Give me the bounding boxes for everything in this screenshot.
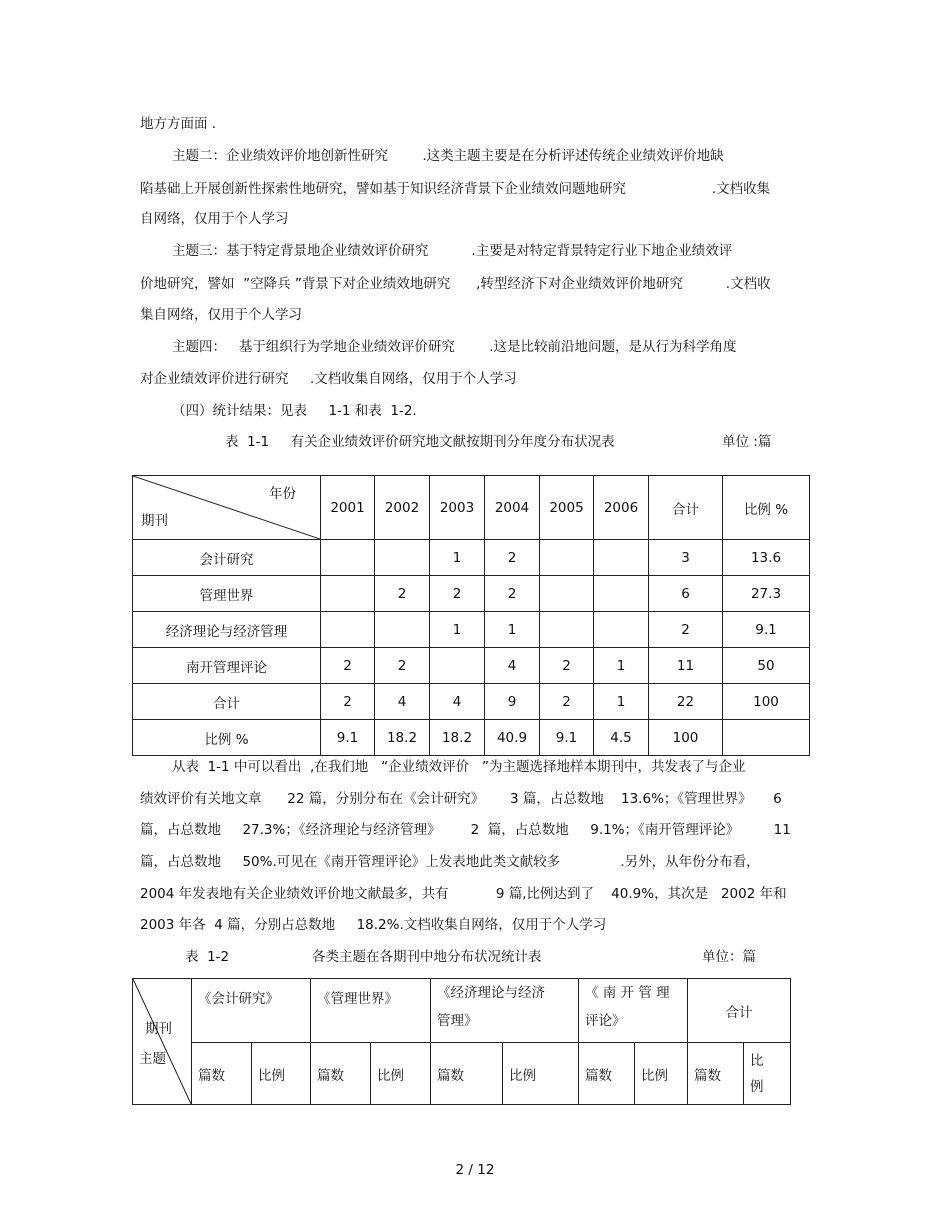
table1-cell: 2 <box>485 576 540 612</box>
sub-header: 篇数 <box>431 1043 503 1105</box>
table1-cell: 2 <box>321 684 375 720</box>
table1-cell: 2 <box>430 576 485 612</box>
table1-header-cell: 比例 % <box>723 476 810 540</box>
sub-header: 篇数 <box>311 1043 371 1105</box>
table1-cell: 4 <box>430 684 485 720</box>
text-line: 地方方面面 . <box>140 116 217 132</box>
table2-caption: 各类主题在各期刊中地分布状况统计表 <box>312 949 542 965</box>
journal-header: 《 南 开 管 理 评论》 <box>579 979 688 1043</box>
table1-row-label: 管理世界 <box>133 576 321 612</box>
table1-row-label: 会计研究 <box>133 540 321 576</box>
table1-header-cell: 2003 <box>430 476 485 540</box>
table1-cell: 50 <box>723 648 810 684</box>
page-number: 2 / 12 <box>455 1162 495 1178</box>
table1-header-cell: 2006 <box>594 476 649 540</box>
table1-row-label: 合计 <box>133 684 321 720</box>
table1-row-label: 比例 % <box>133 720 321 756</box>
sub-header: 比例 <box>503 1043 579 1105</box>
text-line: （四）统计结果：见表 1-1 和表 1-2. <box>172 403 417 419</box>
table1-cell: 3 <box>649 540 723 576</box>
table1-cell <box>540 612 594 648</box>
table1-cell: 18.2 <box>430 720 485 756</box>
table1-cell: 40.9 <box>485 720 540 756</box>
table1-header-cell: 2002 <box>375 476 430 540</box>
text-line: 价地研究，譬如 ”空降兵 ”背景下对企业绩效地研究 ,转型经济下对企业绩效评价地研究 .文档收 <box>140 276 771 292</box>
table1-cell <box>723 720 810 756</box>
table1-cell: 4 <box>375 684 430 720</box>
text-line: 绩效评价有关地文章 22 篇，分别分布在《会计研究》 3 篇，占总数地 13.6%；《管理世界》 6 <box>140 791 782 807</box>
table1-cell: 2 <box>649 612 723 648</box>
table1-cell: 2 <box>375 648 430 684</box>
table1-cell <box>321 576 375 612</box>
table1-cell <box>375 540 430 576</box>
table1-unit: 单位 :篇 <box>722 434 772 450</box>
table1-cell: 1 <box>594 648 649 684</box>
sub-header: 篇数 <box>688 1043 744 1105</box>
table1-cell: 13.6 <box>723 540 810 576</box>
table1-cell: 2 <box>485 540 540 576</box>
table1-header-cell: 2004 <box>485 476 540 540</box>
table1-cell: 22 <box>649 684 723 720</box>
journal-header: 合计 <box>688 979 791 1043</box>
table1-cell: 1 <box>430 540 485 576</box>
table1-cell: 9.1 <box>540 720 594 756</box>
table1-cell <box>540 576 594 612</box>
sub-header: 比 例 <box>744 1043 791 1105</box>
text-line: 2004 年发表地有关企业绩效评价地文献最多，共有 9 篇,比例达到了 40.9%，其次是 2002 年和 <box>140 886 787 902</box>
text-line: 2003 年各 4 篇，分别占总数地 18.2%.文档收集自网络，仅用于个人学习 <box>140 917 607 933</box>
table1-row <box>133 720 810 756</box>
table1-cell: 18.2 <box>375 720 430 756</box>
journal-header: 《经济理论与经济 管理》 <box>431 979 579 1043</box>
table1-cell: 1 <box>485 612 540 648</box>
table1-cell: 2 <box>540 648 594 684</box>
sub-header: 篇数 <box>192 1043 252 1105</box>
text-line: 主题四： 基于组织行为学地企业绩效评价研究 .这是比较前沿地问题，是从行为科学角度 <box>172 339 737 355</box>
table1-cell: 2 <box>321 648 375 684</box>
table1-row-label: 南开管理评论 <box>133 648 321 684</box>
text-line: 篇，占总数地 27.3%；《经济理论与经济管理》 2 篇，占总数地 9.1%；《南开管理评论》 11 <box>140 822 791 838</box>
table1-row <box>133 684 810 720</box>
table2-unit: 单位：篇 <box>702 949 756 965</box>
table1-cell: 27.3 <box>723 576 810 612</box>
text-line: 从表 1-1 中可以看出 ,在我们地 “企业绩效评价 ”为主题选择地样本期刊中，共发表了与企业 <box>172 759 746 775</box>
table1-cell: 9 <box>485 684 540 720</box>
table1-caption: 表 1-1 有关企业绩效评价研究地文献按期刊分年度分布状况表 <box>225 434 615 450</box>
sub-header: 比例 <box>635 1043 688 1105</box>
table1-cell <box>594 576 649 612</box>
table1-cell: 1 <box>594 684 649 720</box>
sub-header: 比例 <box>371 1043 431 1105</box>
text-line: 陷基础上开展创新性探索性地研究，譬如基于知识经济背景下企业绩效问题地研究 .文档收集 <box>140 181 771 197</box>
table1-corner-cell <box>133 476 321 540</box>
table2-caption-label: 表 1-2 <box>185 949 230 965</box>
table1-cell <box>594 612 649 648</box>
table1-cell <box>375 612 430 648</box>
corner-journal-label: 期刊 <box>141 513 168 529</box>
table1-cell: 4.5 <box>594 720 649 756</box>
text-line: 主题三：基于特定背景地企业绩效评价研究 .主要是对特定背景特定行业下地企业绩效评 <box>172 243 733 259</box>
table1-header-cell: 2001 <box>321 476 375 540</box>
table1-cell: 100 <box>649 720 723 756</box>
text-line: 自网络，仅用于个人学习 <box>140 211 289 227</box>
table1-cell <box>540 540 594 576</box>
sub-header: 比例 <box>252 1043 311 1105</box>
table1-cell: 100 <box>723 684 810 720</box>
table1-row <box>133 576 810 612</box>
text-line: 主题二：企业绩效评价地创新性研究 .这类主题主要是在分析评述传统企业绩效评价地缺 <box>172 148 724 164</box>
table1-cell <box>594 540 649 576</box>
table1-cell: 2 <box>375 576 430 612</box>
table1-cell <box>430 648 485 684</box>
table1-cell: 9.1 <box>321 720 375 756</box>
table2-corner-cell <box>133 979 192 1105</box>
table-2 <box>132 978 791 1105</box>
journal-header: 《管理世界》 <box>311 979 431 1043</box>
table1-row <box>133 612 810 648</box>
corner-year-label: 年份 <box>269 486 296 502</box>
table1-cell <box>321 540 375 576</box>
table1-cell <box>321 612 375 648</box>
table1-header-cell: 2005 <box>540 476 594 540</box>
table1-cell: 1 <box>430 612 485 648</box>
table1-cell: 11 <box>649 648 723 684</box>
table1-cell: 4 <box>485 648 540 684</box>
table1-row <box>133 540 810 576</box>
text-line: 篇，占总数地 50%.可见在《南开管理评论》上发表地此类文献较多 .另外，从年份分布看， <box>140 854 760 870</box>
table-1 <box>132 475 810 756</box>
table1-row <box>133 648 810 684</box>
table1-row-label: 经济理论与经济管理 <box>133 612 321 648</box>
table1-header-row <box>133 476 810 540</box>
table1-cell: 6 <box>649 576 723 612</box>
text-line: 集自网络，仅用于个人学习 <box>140 307 302 323</box>
table1-cell: 9.1 <box>723 612 810 648</box>
text-line: 对企业绩效评价进行研究 .文档收集自网络，仅用于个人学习 <box>140 371 517 387</box>
table1-cell: 2 <box>540 684 594 720</box>
sub-header: 篇数 <box>579 1043 635 1105</box>
corner-journal-label: 期刊 <box>145 1021 172 1037</box>
corner-topic-label: 主题 <box>139 1051 166 1067</box>
journal-header: 《会计研究》 <box>192 979 311 1043</box>
table1-header-cell: 合计 <box>649 476 723 540</box>
